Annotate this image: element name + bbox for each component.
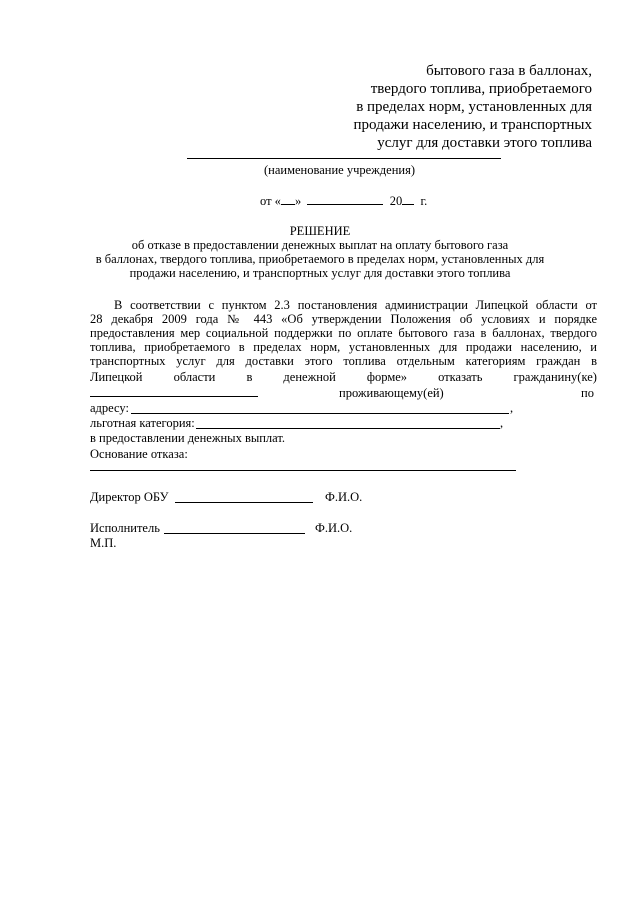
po-word: по bbox=[581, 386, 594, 400]
word-grazhdaninu: гражданину(ке) bbox=[513, 370, 597, 384]
address-comma: , bbox=[510, 401, 514, 415]
denial-text: в предоставлении денежных выплат. bbox=[90, 431, 286, 445]
date-suffix: г. bbox=[420, 194, 428, 208]
date-year-blank bbox=[402, 193, 414, 205]
date-day-blank bbox=[281, 193, 295, 205]
header-line-1: бытового газа в баллонах, bbox=[426, 63, 592, 79]
reason-label: Основание отказа: bbox=[90, 447, 188, 461]
citizen-name-blank bbox=[90, 396, 258, 397]
date-prefix: от « bbox=[260, 194, 281, 208]
executor-label: Исполнитель bbox=[90, 521, 160, 535]
word-otkazat: отказать bbox=[438, 370, 483, 384]
benefit-category-label: льготная категория: bbox=[90, 416, 195, 430]
decision-subtitle-3: продажи населению, и транспортных услуг для доставки этого топлива bbox=[129, 266, 511, 280]
director-label: Директор ОБУ bbox=[90, 490, 169, 504]
decision-title: РЕШЕНИЕ bbox=[289, 224, 351, 238]
institution-name-line bbox=[187, 158, 501, 159]
header-line-5: услуг для доставки этого топлива bbox=[377, 135, 592, 151]
header-line-3: в пределах норм, установленных для bbox=[356, 99, 592, 115]
word-forme: форме» bbox=[366, 370, 408, 384]
address-label: адресу: bbox=[90, 401, 129, 415]
header-line-2: твердого топлива, приобретаемого bbox=[370, 81, 592, 97]
resident-label: проживающему(ей) bbox=[339, 386, 444, 400]
body-line-6 bbox=[90, 370, 597, 384]
header-line-4: продажи населению, и транспортных bbox=[353, 117, 592, 133]
body-line-1: В соответствии с пунктом 2.3 постановления администрации Липецкой области от bbox=[114, 298, 597, 312]
date-month-blank bbox=[307, 193, 383, 205]
body-line-3: предоставления мер социальной поддержки по оплате бытового газа в баллонах, твердого bbox=[90, 326, 597, 340]
executor-name: Ф.И.О. bbox=[315, 521, 353, 535]
date-quote-close: » bbox=[294, 194, 302, 208]
date-year-prefix: 20 bbox=[389, 194, 403, 208]
body-line-4: топлива, приобретаемого в пределах норм, установленных для продажи населению, и bbox=[90, 340, 597, 354]
reason-blank bbox=[90, 470, 516, 471]
director-signature-line bbox=[175, 502, 313, 503]
word-v: в bbox=[246, 370, 253, 384]
date-line bbox=[260, 193, 427, 208]
benefit-category-blank bbox=[196, 428, 500, 429]
body-line-2: 28 декабря 2009 года № 443 «Об утверждении Положения об условиях и порядке bbox=[90, 312, 597, 326]
decision-subtitle-1: об отказе в предоставлении денежных выплат на оплату бытового газа bbox=[131, 238, 509, 252]
stamp-label: М.П. bbox=[90, 536, 117, 550]
word-lipetsk: Липецкой bbox=[90, 370, 143, 384]
word-denezhnoy: денежной bbox=[283, 370, 336, 384]
word-oblast: области bbox=[173, 370, 216, 384]
benefit-comma: , bbox=[500, 416, 504, 430]
body-line-5: транспортных услуг для доставки этого топлива отдельным категориям граждан в bbox=[90, 354, 597, 368]
address-blank bbox=[131, 413, 509, 414]
executor-signature-line bbox=[164, 533, 305, 534]
director-name: Ф.И.О. bbox=[325, 490, 363, 504]
institution-caption: (наименование учреждения) bbox=[264, 163, 415, 177]
decision-subtitle-2: в баллонах, твердого топлива, приобретаемого в пределах норм, установленных для bbox=[95, 252, 545, 266]
